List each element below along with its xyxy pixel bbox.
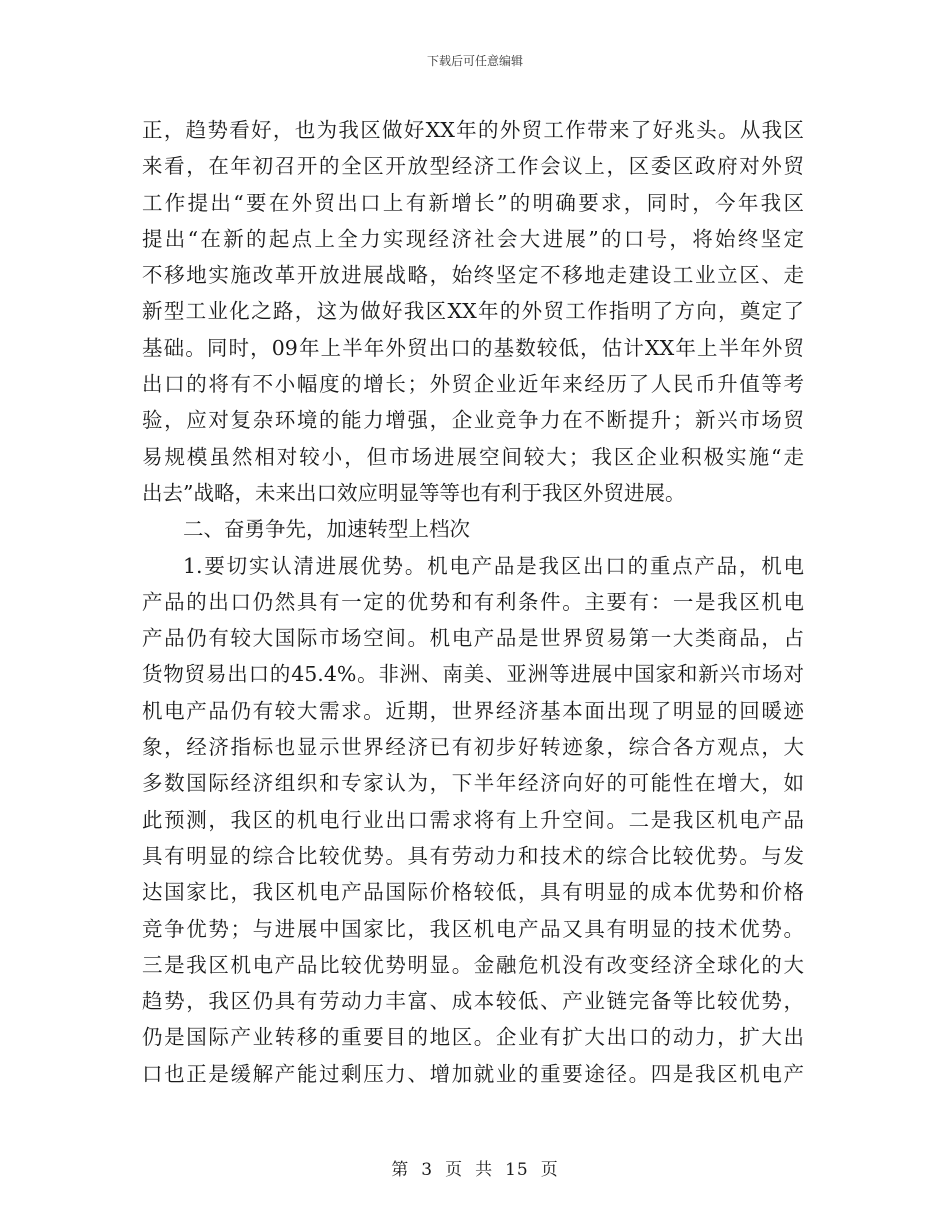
page-label-suffix: 页 xyxy=(540,1160,559,1180)
paragraph-line: 达国家比，我区机电产品国际价格较低，具有明显的成本优势和价格 xyxy=(142,880,804,905)
document-body xyxy=(142,112,804,1092)
paragraph-line: 三是我区机电产品比较优势明显。金融危机没有改变经济全球化的大 xyxy=(142,952,804,977)
paragraph-line: 出口的将有不小幅度的增长；外贸企业近年来经历了人民币升值等考 xyxy=(142,372,804,397)
page-label-total-prefix: 共 xyxy=(475,1160,494,1180)
paragraph-line: 竞争优势；与进展中国家比，我区机电产品又具有明显的技术优势。 xyxy=(142,916,804,941)
paragraph-line: 不移地实施改革开放进展战略，始终坚定不移地走建设工业立区、走 xyxy=(142,263,804,288)
paragraph-line: 工作提出“要在外贸出口上有新增长”的明确要求，同时，今年我区 xyxy=(142,190,804,215)
paragraph-line: 来看，在年初召开的全区开放型经济工作会议上，区委区政府对外贸 xyxy=(142,154,804,179)
paragraph-line: 多数国际经济组织和专家认为，下半年经济向好的可能性在增大，如 xyxy=(142,771,804,796)
page-label-prefix: 第 xyxy=(391,1160,410,1180)
paragraph-line: 货物贸易出口的45.4%。非洲、南美、亚洲等进展中国家和新兴市场对 xyxy=(142,662,804,687)
page-footer xyxy=(0,1155,950,1180)
paragraph-line: 口也正是缓解产能过剩压力、增加就业的重要途径。四是我区机电产 xyxy=(142,1061,804,1086)
paragraph-line: 此预测，我区的机电行业出口需求将有上升空间。二是我区机电产品 xyxy=(142,807,804,832)
page-label-mid: 页 xyxy=(445,1160,464,1180)
paragraph-line: 验，应对复杂环境的能力增强，企业竞争力在不断提升；新兴市场贸 xyxy=(142,408,804,433)
paragraph-line: 基础。同时，09年上半年外贸出口的基数较低，估计XX年上半年外贸 xyxy=(142,335,804,360)
paragraph-line: 出去”战略，未来出口效应明显等等也有利于我区外贸进展。 xyxy=(142,480,686,505)
paragraph-line: 机电产品仍有较大需求。近期，世界经济基本面出现了明显的回暖迹 xyxy=(142,698,804,723)
paragraph-line: 产品的出口仍然具有一定的优势和有利条件。主要有：一是我区机电 xyxy=(142,589,804,614)
paragraph-line: 1.要切实认清进展优势。机电产品是我区出口的重点产品，机电 xyxy=(183,553,804,578)
page-number-current: 3 xyxy=(421,1160,434,1180)
paragraph-line: 具有明显的综合比较优势。具有劳动力和技术的综合比较优势。与发 xyxy=(142,843,804,868)
paragraph-line: 仍是国际产业转移的重要目的地区。企业有扩大出口的动力，扩大出 xyxy=(142,1025,804,1050)
section-heading: 二、奋勇争先，加速转型上档次 xyxy=(183,517,470,542)
page-number-total: 15 xyxy=(505,1160,529,1180)
paragraph-line: 趋势，我区仍具有劳动力丰富、成本较低、产业链完备等比较优势， xyxy=(142,989,804,1014)
paragraph-line: 新型工业化之路，这为做好我区XX年的外贸工作指明了方向，奠定了 xyxy=(142,299,804,324)
paragraph-line: 易规模虽然相对较小，但市场进展空间较大；我区企业积极实施“走 xyxy=(142,444,804,469)
paragraph-line: 象，经济指标也显示世界经济已有初步好转迹象，综合各方观点，大 xyxy=(142,735,804,760)
paragraph-line: 产品仍有较大国际市场空间。机电产品是世界贸易第一大类商品，占 xyxy=(142,626,804,651)
paragraph-line: 提出“在新的起点上全力实现经济社会大进展”的口号，将始终坚定 xyxy=(142,226,804,251)
page-header: 下载后可任意编辑 xyxy=(426,54,523,68)
paragraph-line: 正，趋势看好，也为我区做好XX年的外贸工作带来了好兆头。从我区 xyxy=(142,118,804,142)
